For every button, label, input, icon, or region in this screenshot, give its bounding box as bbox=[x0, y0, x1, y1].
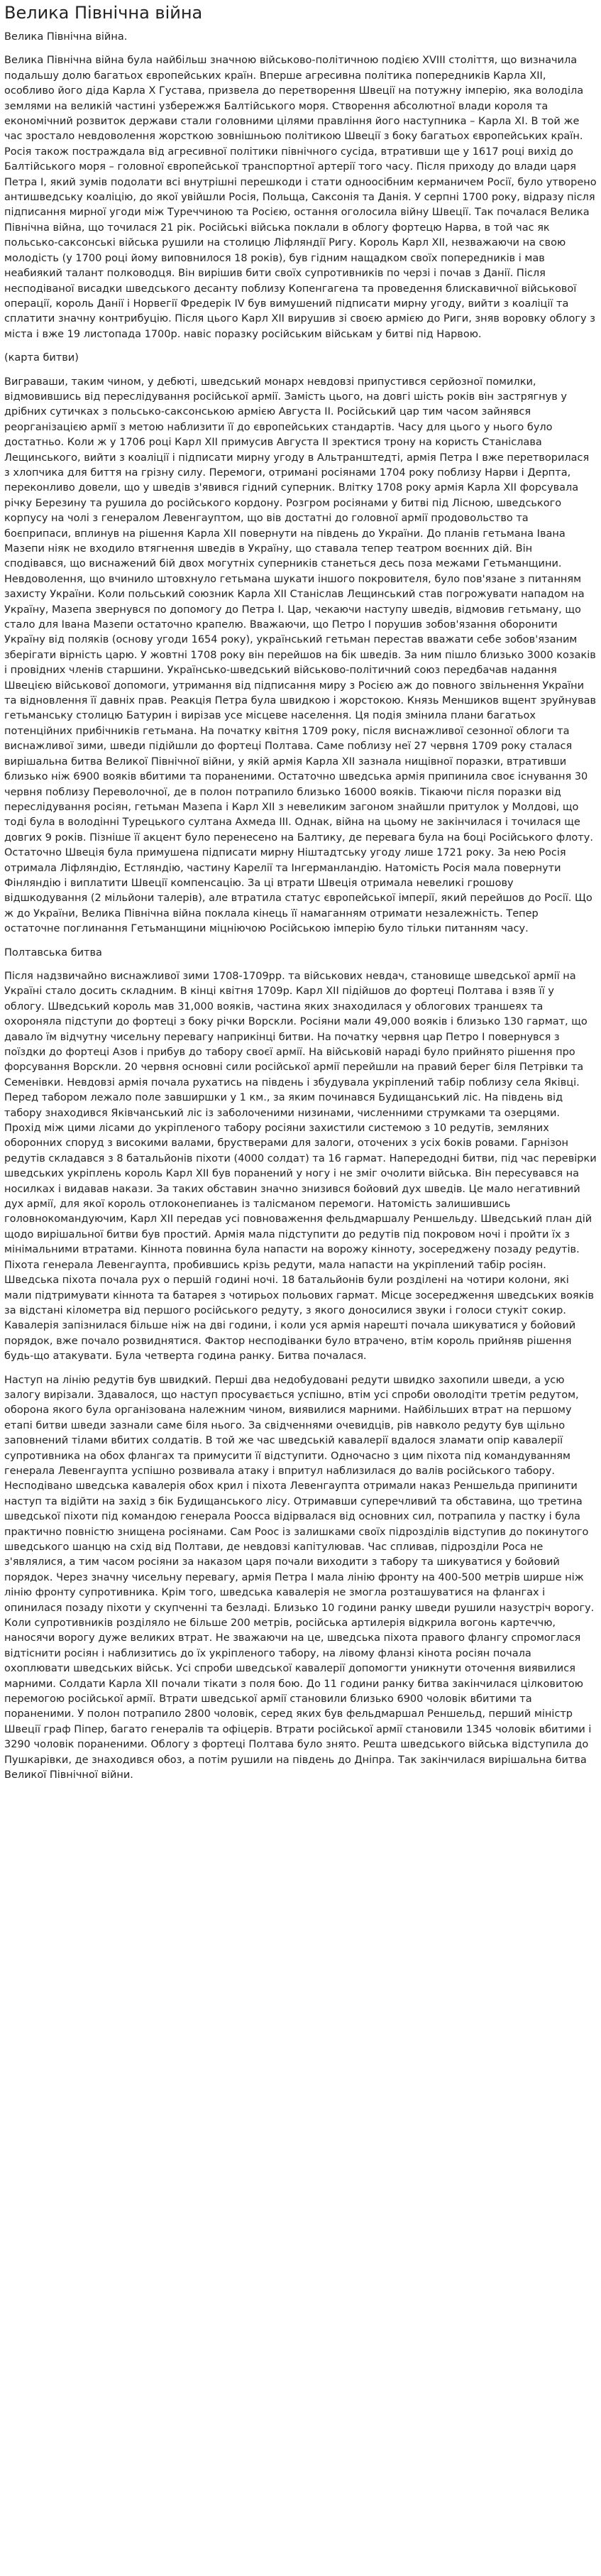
paragraph-poltava-prelude: Після надзвичайно виснажливої зими 1708-1709рр. та військових невдач, становище шведської армії на Україні стало досить складним. В кінці квітня 1709р. Карл XII підійшов до фортеці Полтава і взяв її у облогу. Шведський король мав 31,000 вояків, частина яких знаходилася у облогових траншеях та охороняла підступи до фортеці з боку річки Ворскли. Росіяни мали 49,000 вояків і близько 130 гармат, що давало їм відчутну чисельну перевагу наприкінці битви. На початку червня цар Петро І повернувся з поїздки до фортеці Азов і прибув до табору своєї армії. На військовій нараді було прийнято рішення про форсування Ворскли. 20 червня основні сили російської армії перейшли на правий берег біля Петрівки та Семенівки. Невдовзі армія почала рухатись на південь і збудувала укріплений табір поблизу села Яківці. Перед табором лежало поле завширшки у 1 км., за яким починався Будищанський ліс. На південь від табору знаходився Яківчанський ліс із заболоченими низинами, численними струмками та озерцями. Прохід між цими лісами до укріпленого табору росіяни захистили системою з 10 редутів, земляних оборонних споруд з високими валами, брустверами для залоги, оточених з усіх боків ровами. Гарнізон редутів складався з 8 батальйонів піхоти (4000 солдат) та 16 гармат. Напередодні битви, під час перевірки шведських укріплень король Карл XII був поранений у ногу і не зміг очолити війська. Він пересувався на носилках і видавав накази. За таких обставин значно знизився бойовий дух шведів. Це мало негативний дух армії, для якої король отлоконепианеь із талісманом перемоги. Натомість залишившись головнокомандуючим, Карл XII передав усі повноваження фельдмаршалу Реншельду. Шведський план дій щодо вирішальної битви був простий. Армія мала підступити до редутів під покровом ночі і пройти їх з мінімальними втратами. Кіннота повинна була напасти на ворожу кінноту, зосереджену позаду редутів. Піхота генерала Левенгаупта, пробившись крізь редути, мала напасти на укріплений табір росіян. Шведська піхота почала рух о першій годині ночі. 18 батальйонів були розділені на чотири колони, які мали підтримувати кіннота та батарея з чотирьох польових гармат. Місце зосередження шведських вояків за відстані кілометра від першого російського редуту, з якого доносилися звуки і голоси стукіт сокир. Кавалерія запізнилася більше ніж на дві години, і коли уся армія нарешті почала шикуватися у бойовий порядок, вже почало розвиднятися. Фактор несподіванки було втрачено, втім король прийняв рішення будь-що атакувати. Була четверта година ранку. Битва почалася. bbox=[4, 970, 597, 1363]
article-subtitle: Велика Північна війна. bbox=[4, 31, 128, 43]
section-heading-poltava: Полтавська битва bbox=[4, 946, 102, 959]
page-title: Велика Північна війна bbox=[4, 3, 203, 23]
paragraph-course-of-war: Виграваши, таким чином, у дебюті, шведський монарх невдовзі припустився серйозної помилки, відмовившись від переслідування російської армії. Замість цього, на довгі шість років він застрягнув у дрібних сутичках з польсько-саксонською армією Августа ІІ. Російський цар тим часом зайнявся реорганізацією армії з метою наблизити її до європейських стандартів. Часу для цього у нього було достатньо. Коли ж у 1706 році Карл XII примусив Августа ІІ зректися трону на користь Станіслава Лещинського, вийти з коаліції і підписати мирну угоду в Альтранштедті, армія Петра І вже перетворилася з хлопчика для биття на грізну силу. Перемоги, отримані росіянами 1704 року поблизу Нарви і Дерпта, переконливо довели, що у шведів з'явився гідний суперник. Влітку 1708 року армія Карла XII форсувала річку Березину та рушила до російського кордону. Розгром росіянами у битві під Лісною, шведського корпусу на чолі з генералом Левенгауптом, що вів достатні до головної армії продовольство та боєприпаси, вплинув на рішення Карла XII повернути на південь до України. До планів гетьмана Івана Мазепи ніяк не входило втягнення шведів в Україну, що ставала тепер театром воєнних дій. Він сподівався, що виснажений бій двох могутніх суперників станеться десь поза межами Гетьманщини. Невдоволення, що вчинило штовхнуло гетьмана шукати іншого покровителя, було пов'язане з питанням захисту України. Коли польський союзник Карла XII Станіслав Лещинський став погрожувати нападом на Україну, Мазепа звернувся по допомогу до Петра І. Цар, чекаючи наступу шведів, відмовив гетьману, що стало для Івана Мазепи остаточно крапелю. Вважаючи, що Петро І порушив зобов'язання оборонити Україну від поляків (основу угоди 1654 року), український гетьман перестав вважати себе зобов'язаним зберігати вірність царю. У жовтні 1708 року він перейшов на бік шведів. За ним пішло близько 3000 козаків і провідних членів старшини. Українсько-шведський військово-політичний союз передбачав надання Швецією військової допомоги, утримання від підписання миру з Росією аж до повного звільнення України та відновлення її давніх прав. Реакція Петра була швидкою і жорстокою. Князь Меншиков вщент зруйнував гетьманську столицю Батурин і вирізав усе місцеве населення. Ця подія змінила плани багатьох потенційних прибічників гетьмана. На початку квітня 1709 року, після виснажливої сезонної облоги та виснажливої зими, шведи підійшли до фортеці Полтава. Саме поблизу неї 27 червня 1709 року сталася вирішальна битва Великої Північної війни, у якій армія Карла XII зазнала нищівної поразки, втративши близько ніж 6900 вояків вбитими та пораненими. Остаточно шведська армія припинила своє існування 30 червня поблизу Переволочної, де в полон потрапило близько 16000 вояків. Тікаючи після поразки від переслідування росіян, гетьман Мазепа і Карл XII з невеликим загоном знайшли притулок у Молдові, що тоді була в володінні Турецького султана Ахмеда ІІІ. Однак, війна на цьому не закінчилася і точилася ще довгих 9 років. Пізніше її акцент було перенесено на Балтику, де перевага була на боці Російського флоту. Остаточно Швеція була примушена підписати мирну Ніштадтську угоду лише 1721 року. За нею Росія отримала Ліфляндію, Естляндію, частину Карелії та Інгерманландію. Натомість Росія мала повернути Фінляндію і виплатити Швеції компенсацію. За ці втрати Швеція отримала невеликі грошову відшкодування (2 мільйони талерів), але втратила статус європейської імперії, який перейшов до Росії. Що ж до України, Велика Північна війна поклала кінець її намаганням отримати незалежність. Тепер остаточне поглинання Гетьманщини міцніючою Російською імперію було тільки питанням часу. bbox=[4, 376, 597, 935]
map-placeholder-text: (карта битви) bbox=[4, 352, 79, 364]
paragraph-intro: Велика Північна війна була найбільш значною військово-політичною подією XVIII століття, що визначила подальшу долю багатьох європейських країн. Вперше агресивна політика попередників Карла XII, особливо його діда Карла X Густава, призвела до перетворення Швеції на потужну імперію, яка володіла землями на великій частині узбережжя Балтійського моря. Створення абсолютної влади короля та економічний розвиток держави стали головними цілями правління його наступника – Карла XI. В той же час зростало невдоволення жорсткою зовнішньою політикою Швеції з боку багатьох європейських країн. Росія також постраждала від агресивної політики північного сусіда, втративши ще у 1617 році вихід до Балтійського моря – головної європейської транспортної артерії того часу. Після приходу до влади царя Петра І, який зумів подолати всі внутрішні перешкоди і стати одноосібним керманичем Росії, було утворено антишведську коаліцію, до якої увійшли Росія, Польща, Саксонія та Данія. У серпні 1700 року, відразу після підписання мирної угоди між Туреччиною та Росією, остання оголосила війну Швеції. Так почалася Велика Північна війна, що точилася 21 рік. Російські війська поклали в облогу фортецю Нарва, в той час як польсько-саксонські війська рушили на столицю Ліфляндії Ригу. Король Карл XII, незважаючи на свою молодість (у 1700 році йому виповнилося 18 років), був гідним нащадком своїх попередників і мав неабиякий талант полководця. Він вирішив бити своїх супротивників по черзі і почав з Данії. Після несподіваної висадки шведського десанту поблизу Копенгагена та проведення блискавичної військової операції, король Данії і Норвегії Фредерік IV був вимушений підписати мирну угоду, вийти з коаліції та сплатити значну контрибуцію. Після цього Карл XII вирушив зі своєю армією до Риги, зняв воровку облогу з міста і вже 19 листопада 1700р. навіс поразку російським військам у битві під Нарвою. bbox=[4, 55, 597, 340]
paragraph-poltava-battle: Наступ на лінію редутів був швидкий. Перші два недобудовані редути швидко захопили шведи, а усю залогу вирізали. Здавалося, що наступ просувається успішно, втім усі спроби оволодіти третім редутом, оборона якого була організована належним чином, виявилися марними. Найбільших втрат на першому етапі битви шведи зазнали саме біля нього. За свідченнями очевидців, рів навколо редуту був щільно заповнений тілами вбитих солдатів. В той же час шведській кавалерії вдалося зламати опір кавалерії супротивника на обох флангах та примусити її відступити. Одночасно з цим піхота під командуванням генерала Левенгаупта успішно розвивала атаку і впритул наблизилася до валів російського табору. Несподівано шведська кавалерія обох крил і піхота Левенгаупта отримали наказ Реншельда припинити наступ та відійти на захід з бік Будищанського лісу. Отримавши суперечливий та обставина, що третина шведської піхоти під командою генерала Роосса відірвалася від основних сил, потрапила у пастку і була практично повністю знищена росіянами. Сам Роос із залишками своїх підрозділів відступив до покинутого шведського шанцю на схід від Полтави, де невдовзі капітулював. Час спливав, підрозділи Роса не з'являлися, а тим часом росіяни за наказом царя почали виходити з табору та шикуватися у бойовий порядок. Через значну чисельну перевагу, армія Петра І мала лінію фронту на 400-500 метрів ширше ніж лінію фронту супротивника. Крім того, шведська кавалерія не змогла розташуватися на флангах і опинилася позаду піхоти у скупченні та безладі. Близько 10 години ранку шведи рушили назустріч ворогу. Коли супротивників розділяло не більше 200 метрів, російська артилерія відкрила вогонь картеччю, наносячи ворогу дуже великих втрат. Не зважаючи на це, шведська піхота правого флангу спромоглася відтіснити росіян і наблизитись до їх укріпленого табору, на лівому фланзі кінота росіян почала охоплювати шведських військ. Усі спроби шведської кавалерії допомогти уникнути оточення виявилися марними. Солдати Карла XII почали тікати з поля бою. До 11 години ранку битва закінчилася цілковитою перемогою російської армії. Втрати шведської армії становили близько 6900 чоловік вбитими та пораненими. У полон потрапило 2800 чоловік, серед яких був фельдмаршал Реншельд, перший міністр Швеції граф Піпер, багато генералів та офіцерів. Втрати російської армії становили 1345 чоловік вбитими і 3290 чоловік пораненими. Облогу з фортеці Полтава було знято. Решта шведського війська відступила до Пушкарівки, де знаходився обоз, а потім рушили на південь до Дніпра. Так закінчилася вирішальна битва Великої Північної війни. bbox=[4, 1374, 595, 1781]
